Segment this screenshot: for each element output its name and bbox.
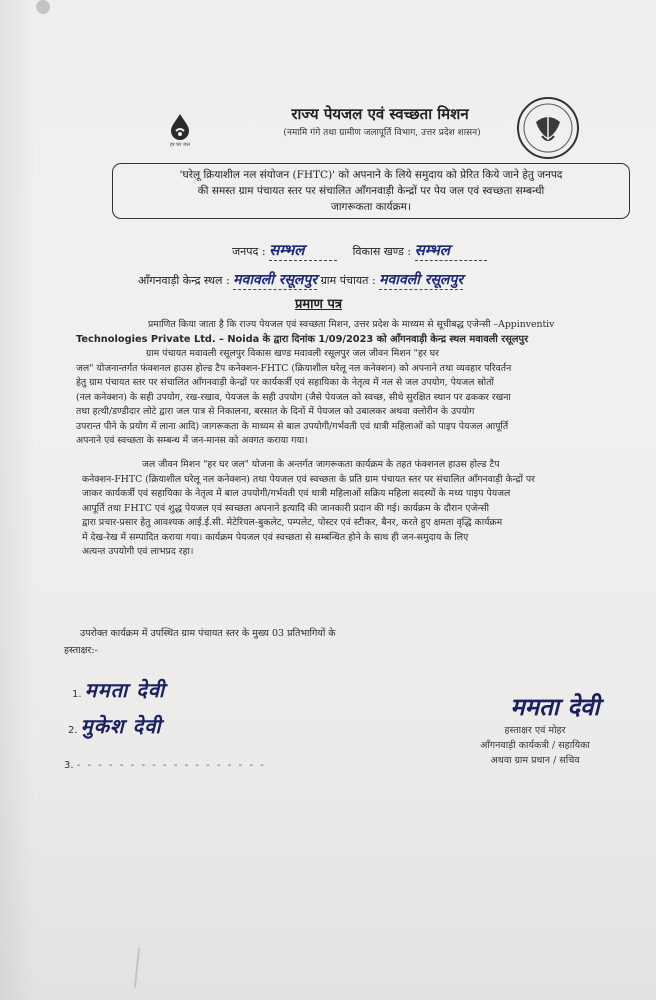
district-value: सम्भल: [269, 240, 337, 261]
para2-line: आपूर्ति तथा FHTC एवं शुद्ध पेयजल एवं स्वच्छता अपनाने इत्यादि की जानकारी प्रदान की गई। कार्यक्रम के दौरान एजेन्सी: [82, 502, 490, 514]
district-field: [232, 240, 487, 261]
page-shadow: [0, 0, 36, 1000]
signatory-block: [440, 690, 630, 768]
para2-line: अत्यन्त उपयोगी एवं लाभप्रद रहा।: [82, 546, 194, 557]
block-value: सम्भल: [415, 240, 487, 261]
para2-line: जाकर कार्यकर्त्री एवं सहायिका के नेतृत्व में बाल उपयोगी/गर्भवती एवं धात्री महिलाओं सक्रिय महिला सदस्यों के मध्य पाइप पेयजल: [82, 488, 511, 499]
signatory-signature: ममता देवी: [510, 693, 600, 721]
signatory-line-2: आँगनवाड़ी कार्यकत्री / सहायिका: [480, 740, 590, 751]
para1-line: तथा हत्थी/डण्डीदार लोटे द्वारा जल पात्र से निकालना, बरसात के दिनों में पेयजल को उबालकर अथवा क्लोरीन के उपयोग: [76, 406, 475, 417]
signatory-line-1: हस्ताक्षर एवं मोहर: [504, 725, 566, 736]
punch-mark: [36, 0, 50, 14]
para1-line: जल" योजनान्तर्गत फंक्शनल हाउस होल्ड टैप कनेक्शन-FHTC (क्रियाशील घरेलू नल कनेक्शन) को अपनाने तथा व्यवहार परिवर्तन: [76, 362, 512, 374]
participant-signature-3: [64, 760, 266, 771]
sig-number: 1.: [72, 689, 82, 700]
para1-line: उपरान्त पीने के प्रयोग में लाना आदि) जागरूकता के माध्यम से बाल उपयोगी/गर्भवती एवं धात्री महिलाओं को पाइप पेयजल आपूर्ति: [76, 420, 509, 432]
para2-line: में देख-रेख में सम्पादित कराया गया। कार्यक्रम पेयजल एवं स्वच्छता से सम्बन्धित होने के साथ ही जन-समुदाय के लिए: [82, 531, 469, 543]
para2-line: जल जीवन मिशन "हर घर जल" योजना के अन्तर्गत जागरूकता कार्यक्रम के तहत फंक्शनल हाउस होल्ड टैप: [142, 459, 500, 470]
logo-caption: हर घर जल: [170, 142, 190, 148]
certificate-title: प्रमाण पत्र: [295, 297, 343, 312]
program-topic-box: [112, 163, 630, 219]
panchayat-label: ग्राम पंचायत :: [320, 274, 376, 287]
signatory-line-3: अथवा ग्राम प्रधान / सचिव: [490, 755, 580, 766]
para2-line: द्वारा प्रचार-प्रसार हेतु आवश्यक आई.ई.सी. मेटेरियल-बुकलेट, पम्पलेट, पोस्टर एवं स्टीकर, बैनर, करते हुए क्षमता वृद्धि कार्यक्रम: [82, 517, 503, 528]
participant-signature-2: [68, 712, 162, 739]
certificate-paragraph-1: [76, 318, 644, 449]
participant-signature-1: [72, 676, 165, 703]
paper-mark: [134, 947, 150, 988]
center-label: आँगनवाड़ी केन्द्र स्थल :: [138, 274, 230, 287]
signature-label: हस्ताक्षर:-: [64, 645, 98, 656]
attendance-line: उपरोक्त कार्यक्रम में उपस्थित ग्राम पंचायत स्तर के मुख्य 03 प्रतिभागियों के: [80, 628, 336, 639]
topic-line-3: जागरूकता कार्यक्रम।: [331, 201, 411, 213]
sig-number: 3.: [64, 760, 74, 771]
topic-line-1: 'घरेलू क्रियाशील नल संयोजन (FHTC)' को अपनाने के लिये समुदाय को प्रेरित किये जाने हेतु जनपद: [179, 169, 563, 181]
sig-name: मुकेश देवी: [80, 714, 162, 738]
jal-mission-logo: [160, 112, 200, 148]
para2-line: कनेक्शन-FHTC (क्रियाशील घरेलू नल कनेक्शन) तथा पेयजल एवं स्वच्छता के प्रति ग्राम पंचायत स्तर पर संचालित आँगनवाड़ी केन्द्रों पर: [82, 473, 535, 485]
para1-line: (नल कनेक्शन) के सही उपयोग, रख-रखाव, पेयजल के सही उपयोग (जैसे पेयजल को स्वच्छ, सीधे सुरक्षित स्थान पर ढककर रखना: [76, 391, 511, 403]
para1-line: प्रमाणित किया जाता है कि राज्य पेयजल एवं स्वच्छता मिशन, उत्तर प्रदेश के माध्यम से सूचीबद्ध एजेन्सी –Appinventiv: [148, 319, 555, 330]
water-drop-icon: [165, 112, 195, 142]
topic-line-2: की समस्त ग्राम पंचायत स्तर पर संचालित आँगनवाड़ी केन्द्रों पर पेय जल एवं स्वच्छता सम्बन्धी: [197, 185, 545, 197]
block-label: विकास खण्ड :: [352, 245, 412, 258]
panchayat-value: मवावली रसूलपुर: [379, 272, 464, 288]
certificate-paragraph-2: [82, 458, 646, 560]
district-label: जनपद :: [232, 245, 266, 258]
center-field: [138, 270, 463, 290]
sig-name: ममता देवी: [84, 678, 166, 702]
sig-number: 2.: [68, 725, 78, 736]
header-subtitle: (नमामि गंगे तथा ग्रामीण जलापूर्ति विभाग, उत्तर प्रदेश शासन): [283, 128, 481, 138]
para1-line: हेतु ग्राम पंचायत स्तर पर संचालित आँगनवाड़ी केन्द्रों पर कार्यकर्त्री एवं सहायिका के नेतृत्व में नल से जल उपयोग, पेयजल स्रोतों: [76, 377, 494, 388]
header-title: राज्य पेयजल एवं स्वच्छता मिशन: [291, 105, 469, 123]
para1-line: ग्राम पंचायत मवावली रसूलपुर विकास खण्ड मवावली रसूलपुर जल जीवन मिशन "हर घर: [146, 348, 439, 359]
para1-line: Technologies Private Ltd. – Noida के द्वारा दिनांक 1/09/2023 को आँगनवाड़ी केन्द्र स्थल मवावली रसूलपुर: [76, 333, 529, 345]
para1-line: अपनाने एवं स्वच्छता के सम्बन्ध में जन-मानस को अवगत कराया गया।: [76, 435, 308, 446]
sig-blank-line: - - - - - - - - - - - - - - - - - -: [76, 760, 266, 771]
center-value: मवावली रसूलपुर: [233, 272, 318, 288]
